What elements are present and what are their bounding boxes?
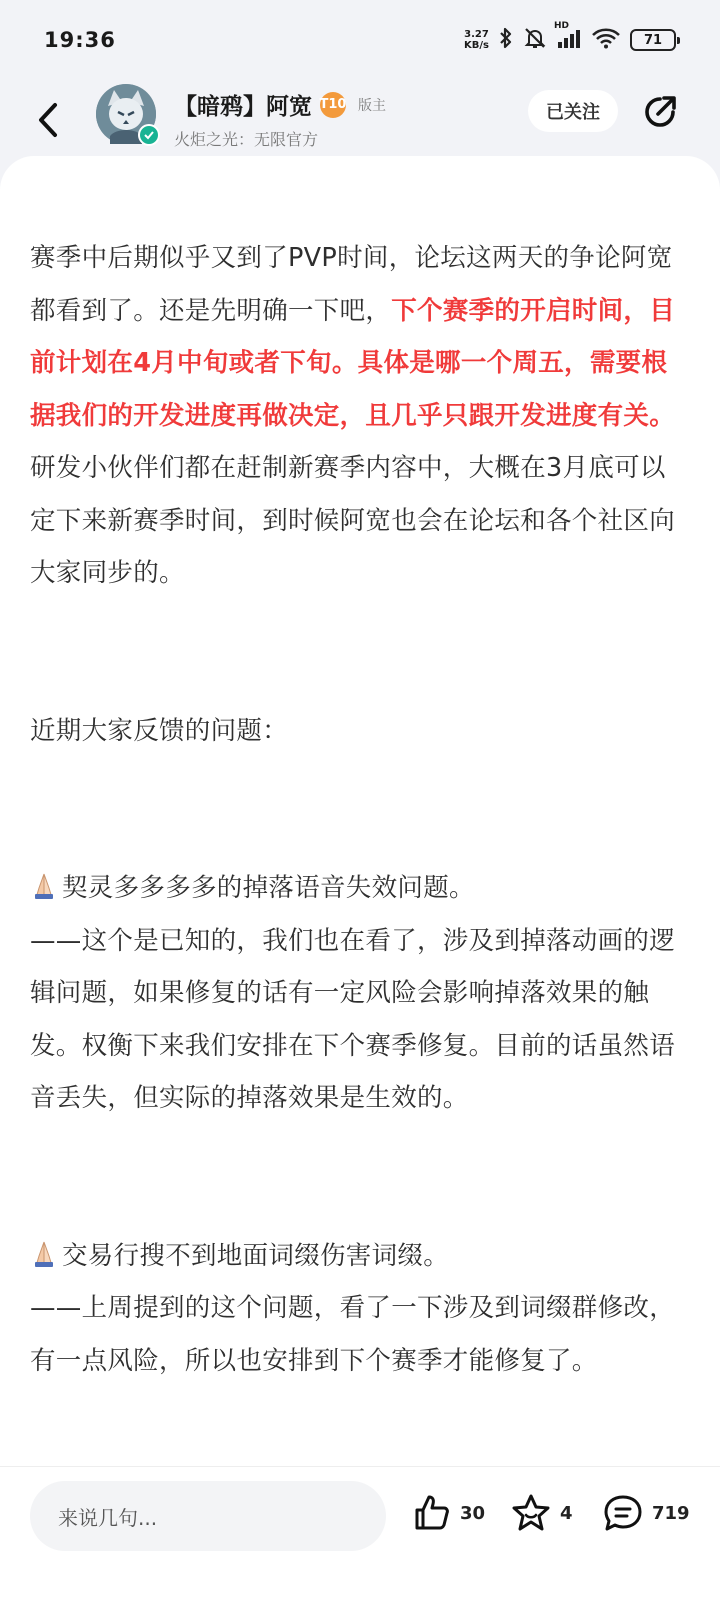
issue-title: 交易行搜不到地面词缀伤害词缀。 <box>30 1230 690 1283</box>
post-card <box>0 156 720 1466</box>
favorite-count: 4 <box>560 1502 573 1524</box>
status-icons <box>464 21 676 54</box>
comment-input[interactable]: 来说几句... <box>30 1481 386 1551</box>
wifi-icon <box>591 27 621 53</box>
praying-hands-icon <box>30 866 58 894</box>
status-bar <box>0 0 720 80</box>
cellular-signal-icon: HD <box>556 27 582 53</box>
comment-bubble-icon <box>602 1493 644 1533</box>
post-paragraph: 赛季中后期似乎又到了PVP时间，论坛这两天的争论阿宽都看到了。还是先明确一下吧，下个赛季的开启时间，目前计划在4月中旬或者下旬。具体是哪一个周五，需要根据我们的开发进度再做决定，且几乎只跟开发进度有关。研发小伙伴们都在赶制新赛季内容中，大概在3月底可以定下来新赛季时间，到时候阿宽也会在论坛和各个社区向大家同步的。 <box>30 243 676 588</box>
share-button[interactable] <box>638 90 682 134</box>
post-body <box>30 232 690 1387</box>
issue-title: 契灵多多多多的掉落语音失效问题。 <box>30 862 690 915</box>
battery-indicator: 71 <box>630 29 676 51</box>
network-speed: 3.27 KB/s <box>464 29 489 51</box>
mute-bell-icon <box>523 26 547 54</box>
praying-hands-icon <box>30 1234 58 1262</box>
issue-reply: ——这个是已知的，我们也在看了，涉及到掉落动画的逻辑问题，如果修复的话有一定风险会影响掉落效果的触发。权衡下来我们安排在下个赛季修复。目前的话虽然语音丢失，但实际的掉落效果是生效的。 <box>30 925 676 1113</box>
chevron-left-icon <box>36 102 60 138</box>
bottom-action-bar <box>0 1466 720 1600</box>
verified-badge-icon <box>138 124 160 146</box>
like-button[interactable] <box>412 1493 485 1533</box>
favorite-button[interactable] <box>510 1493 573 1533</box>
follow-button[interactable]: 已关注 <box>528 90 618 132</box>
role-label: 版主 <box>358 97 386 114</box>
bluetooth-icon <box>498 26 514 54</box>
level-badge: T10 <box>320 92 346 118</box>
issue-reply: ——上周提到的这个问题，看了一下涉及到词缀群修改，有一点风险，所以也安排到下个赛季才能修复了。 <box>30 1293 676 1376</box>
star-icon <box>510 1493 552 1533</box>
username[interactable]: 【暗鸦】阿宽 <box>174 94 312 120</box>
back-button[interactable] <box>30 94 66 146</box>
highlight-text: 下个赛季的开启时间，目前计划在4月中旬或者下旬。具体是哪一个周五，需要根据我们的开发进度再做决定，且几乎只跟开发进度有关。 <box>30 295 676 431</box>
comment-button[interactable] <box>602 1493 690 1533</box>
comment-count: 719 <box>652 1502 690 1524</box>
share-icon <box>640 92 680 132</box>
section-title: 近期大家反馈的问题： <box>30 715 289 746</box>
avatar[interactable] <box>96 84 156 144</box>
user-subtitle: 火炬之光：无限官方 <box>174 130 319 149</box>
post-header <box>0 80 720 160</box>
status-time: 19:36 <box>44 28 116 52</box>
user-info <box>174 88 386 150</box>
like-count: 30 <box>460 1502 486 1524</box>
thumbs-up-icon <box>412 1493 452 1533</box>
